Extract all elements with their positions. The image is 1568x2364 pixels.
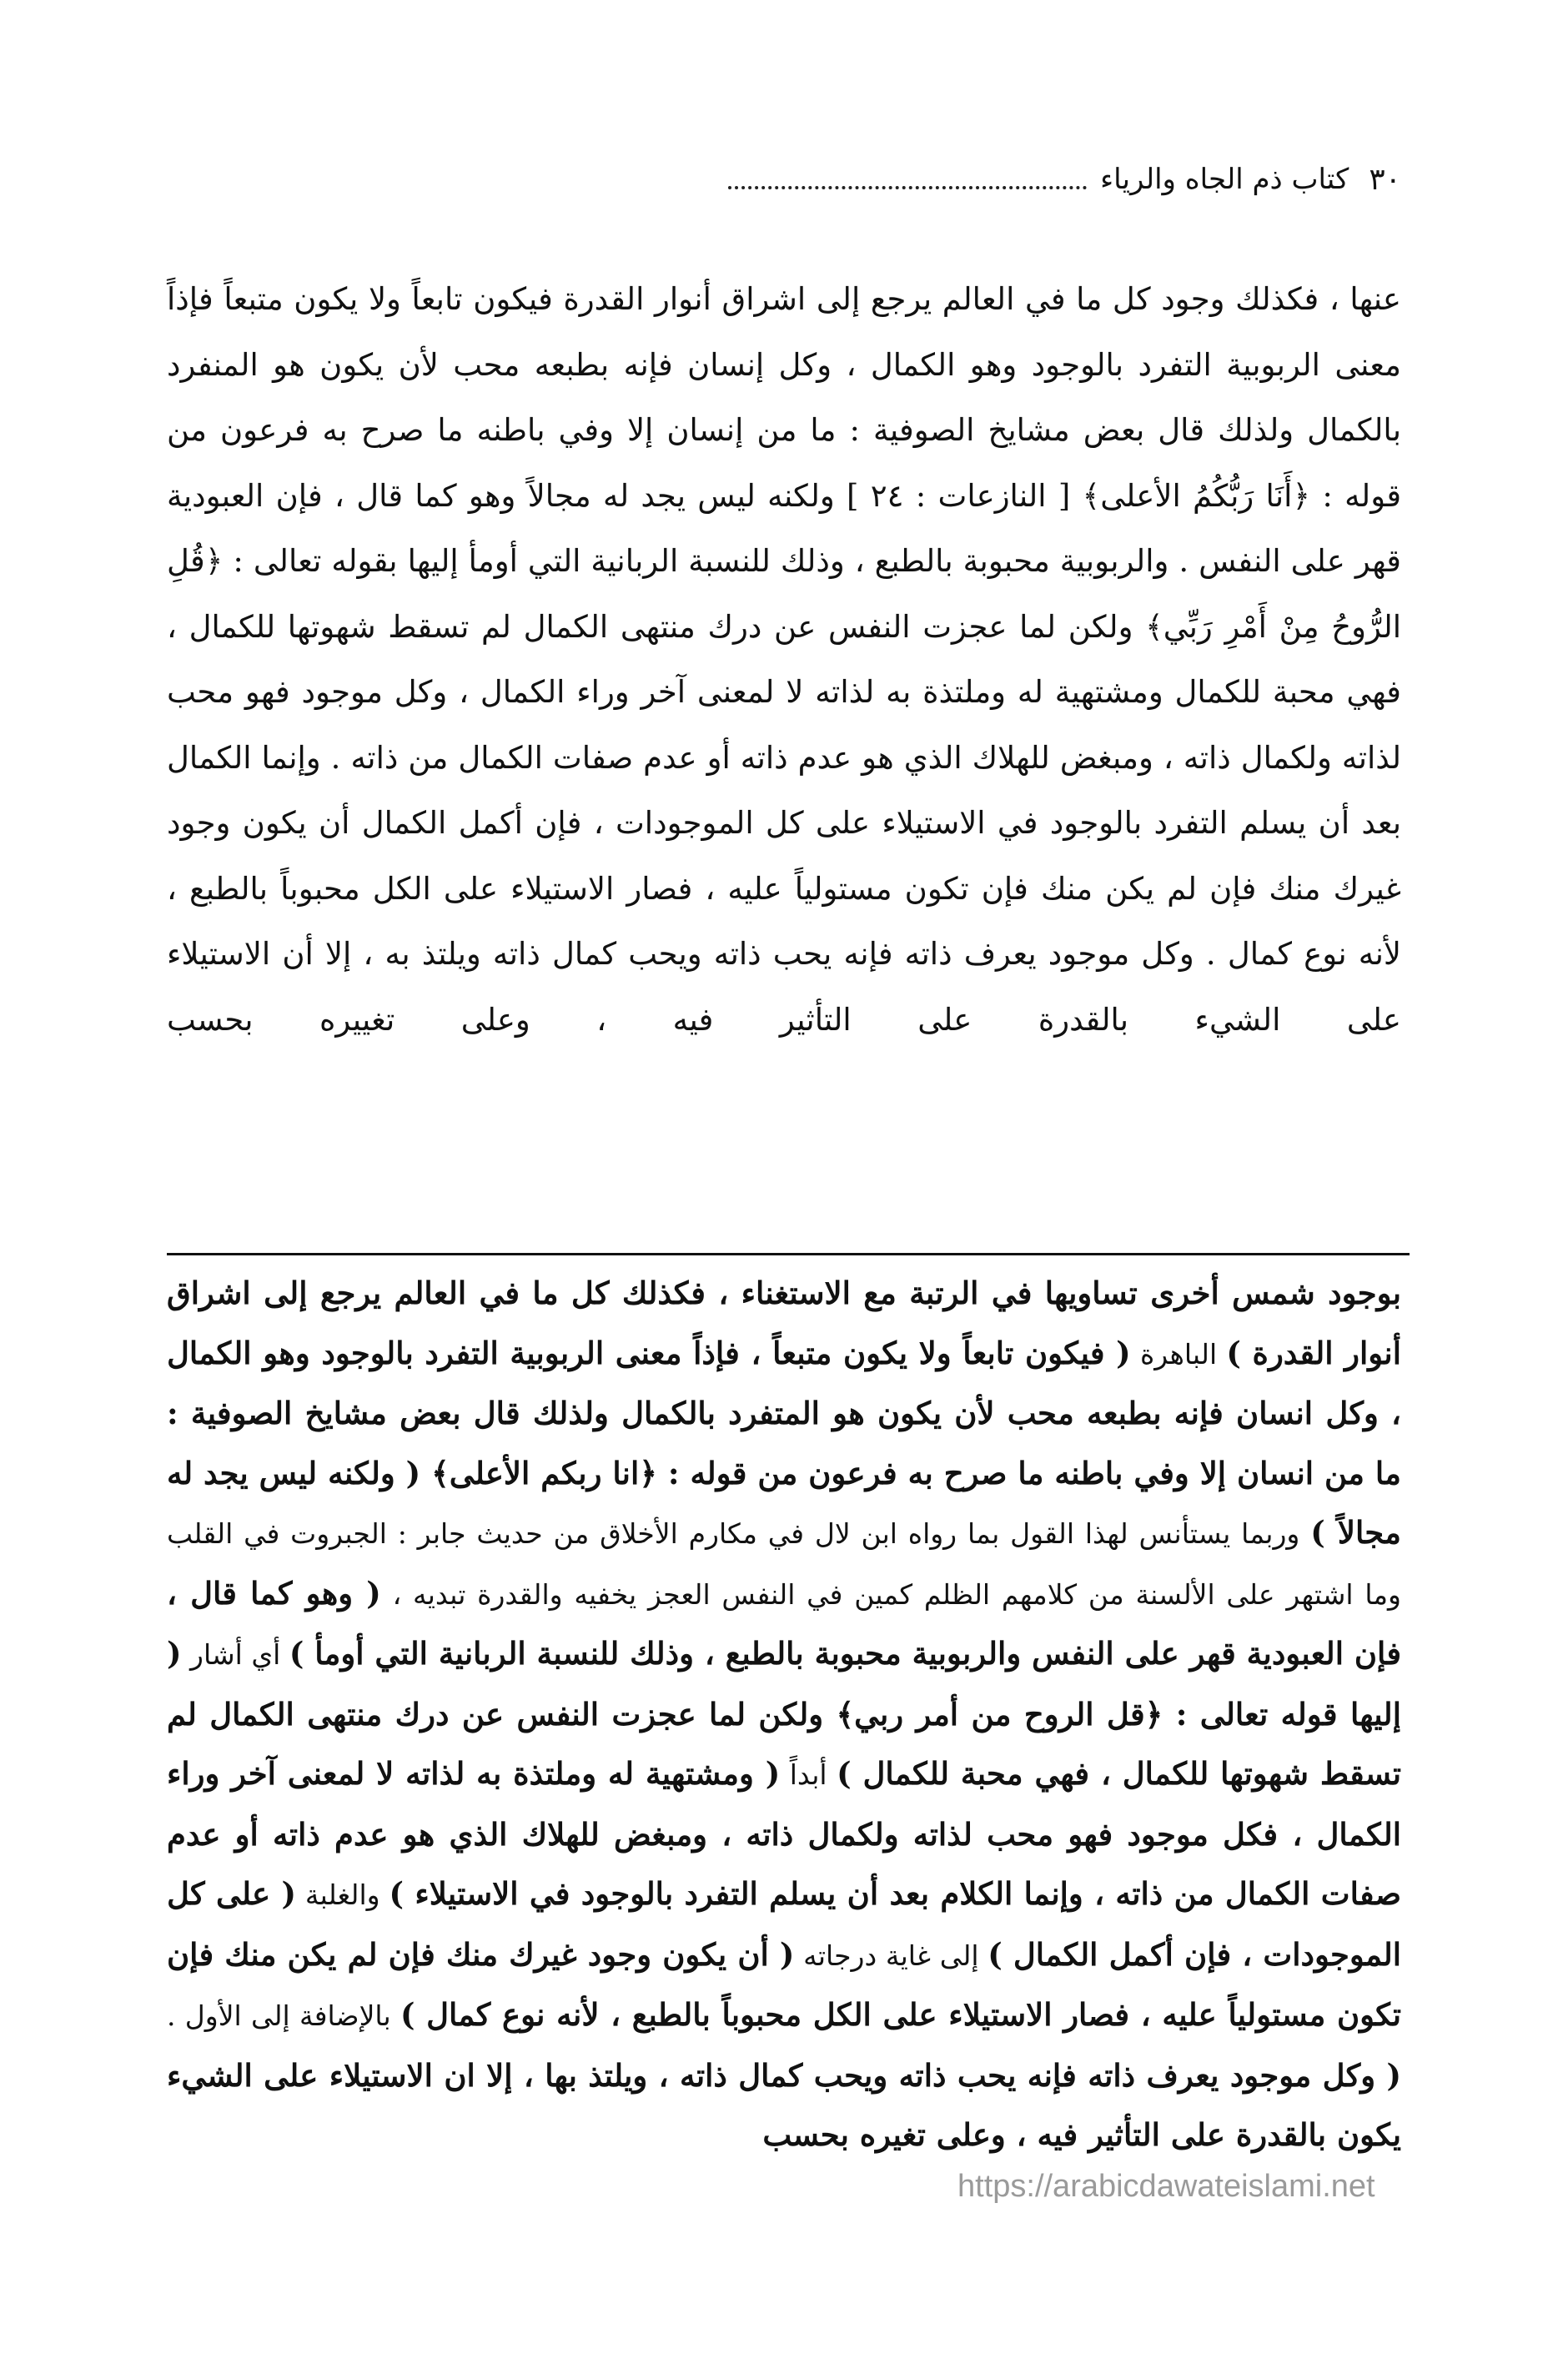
commentary-segment: بالإضافة إلى الأول . [167,1999,400,2032]
commentary-segment: ( فيكون تابعاً ولا يكون متبعاً ، فإذاً معنى الربوبية التفرد بالوجود وهو الكمال ، وكل انسان فإنه بطبعه محب لأن يكون هو المتفرد بالكمال ولذلك قال بعض مشايخ الصوفية : ما من انسان إلا وفي باطنه ما صرح به فرعون من قوله : ﴿انا ربكم الأعلى﴾ ( ولكنه ليس يجد له مجالاً ) [167,1334,1401,1551]
commentary-segment: والغلبة [295,1879,389,1911]
header-dots-leader [728,169,1087,189]
watermark-url: https://arabicdawateislami.net [957,2169,1375,2204]
commentary-segment: ( على كل الموجودات ، فإن أكمل الكمال ) [167,1875,1401,1973]
page-number: ٣٠ [1369,162,1401,197]
commentary-segment: ( وهو كما قال ، فإن العبودية قهر على النفس والربوبية محبوبة بالطبع ، وذلك للنسبة الربانية التي أومأ ) [167,1574,1402,1672]
commentary-segment: ( إليها قوله تعالى : ﴿قل الروح من أمر ربي﴾ ولكن لما عجزت النفس عن درك منتهى الكمال لم تسقط شهوتها للكمال ، فهي محبة للكمال ) [167,1635,1401,1792]
footnote-divider [167,1253,1410,1255]
commentary-paragraph [167,1264,1401,2165]
commentary-segment: أبداً [780,1758,837,1791]
commentary-segment: ( ومشتهية له وملتذة به لذاته لا لمعنى آخر وراء الكمال ، فكل موجود فهو محب لذاته ولكمال ذاته ، ومبغض للهلاك الذي هو عدم ذاته أو عدم صفات الكمال من ذاته ، وإنما الكلام بعد أن يسلم التفرد بالوجود في الاستيلاء ) [167,1755,1402,1912]
commentary-segment: بوجود شمس أخرى تساويها في الرتبة مع الاستغناء ، فكذلك كل ما في العالم يرجع إلى اشراق أنوار القدرة ) [167,1275,1402,1371]
commentary-segment: الباهرة [1130,1337,1227,1371]
commentary-segment: أي أشار [181,1638,289,1671]
running-header [167,158,1401,200]
commentary-segment: إلى غاية درجاته [794,1939,988,1972]
commentary [167,1264,1401,2165]
commentary-segment: ( أن يكون وجود غيرك منك فإن لم يكن منك فإن تكون مستولياً عليه ، فصار الاستيلاء على الكل محبوباً بالطبع ، لأنه نوع كمال ) [167,1935,1401,2033]
commentary-segment: وربما يستأنس لهذا القول بما رواه ابن لال في مكارم الأخلاق من حديث جابر : الجبروت في القلب وما اشتهر على الألسنة من كلامهم الظلم كمين في النفس العجز يخفيه والقدرة تبديه ، [167,1517,1401,1611]
main-text [167,267,1401,1053]
main-paragraph: عنها ، فكذلك وجود كل ما في العالم يرجع إلى اشراق أنوار القدرة فيكون تابعاً ولا يكون متبعاً فإذاً معنى الربوبية التفرد بالوجود وهو الكمال ، وكل إنسان فإنه بطبعه محب لأن يكون هو المنفرد بالكمال ولذلك قال بعض مشايخ الصوفية : ما من إنسان إلا وفي باطنه ما صرح به فرعون من قوله : ﴿أَنَا رَبُّكُمُ الأعلى﴾ [ النازعات : ٢٤ ] ولكنه ليس يجد له مجالاً وهو كما قال ، فإن العبودية قهر على النفس . والربوبية محبوبة بالطبع ، وذلك للنسبة الربانية التي أومأ إليها بقوله تعالى : ﴿قُلِ الرُّوحُ مِنْ أَمْرِ رَبِّي﴾ ولكن لما عجزت النفس عن درك منتهى الكمال لم تسقط شهوتها للكمال ، فهي محبة للكمال ومشتهية له وملتذة به لذاته لا لمعنى آخر وراء الكمال ، وكل موجود فهو محب لذاته ولكمال ذاته ، ومبغض للهلاك الذي هو عدم ذاته أو عدم صفات الكمال من ذاته . وإنما الكمال بعد أن يسلم التفرد بالوجود في الاستيلاء على كل الموجودات ، فإن أكمل الكمال أن يكون وجود غيرك منك فإن لم يكن منك فإن تكون مستولياً عليه ، فصار الاستيلاء على الكل محبوباً بالطبع ، لأنه نوع كمال . وكل موجود يعرف ذاته فإنه يحب ذاته ويحب كمال ذاته ويلتذ به ، إلا أن الاستيلاء على الشيء بالقدرة على التأثير فيه ، وعلى تغييره بحسب [167,281,1402,1038]
commentary-segment: ( وكل موجود يعرف ذاته فإنه يحب ذاته ويحب كمال ذاته ، ويلتذ بها ، إلا ان الاستيلاء على الشيء يكون بالقدرة على التأثير فيه ، وعلى تغيره بحسب [167,2056,1401,2153]
book-title: كتاب ذم الجاه والرياء [1100,163,1349,196]
